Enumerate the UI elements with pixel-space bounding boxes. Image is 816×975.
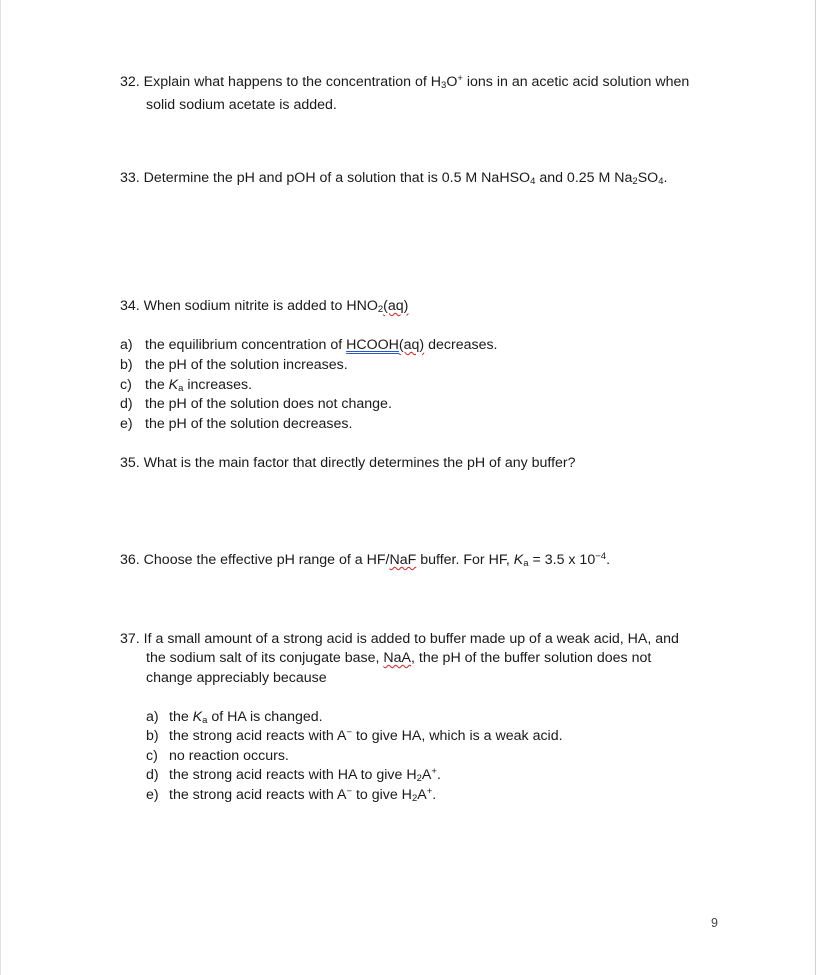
question-37-line-2: the sodium salt of its conjugate base, NaA, the pH of the buffer solution does not [146,650,652,666]
question-32-line-2: solid sodium acetate is added. [146,97,337,113]
question-34: 34. When sodium nitrite is added to $HNO_2(aq)$ [120,298,409,315]
question-36: 36. Choose the effective pH range of a HF/NaF buffer. For HF, $K_a = 3.5$ x $10^{-4}$. [120,551,611,569]
question-32-line-1: 32. Explain what happens to the concentration of $H_3O^+$ ions in an acetic acid solution when [120,73,690,91]
document-page: 32. Explain what happens to the concentration of $H_3O^+$ ions in an acetic acid solution when solid sodium acetate is added. 33. Determine the pH and pOH of a solution that is 0.5 M NaHSO$_4$ and 0.25 M $Na_2SO_4$. 34. When sodium nitrite is added to $HNO_2(aq)$ a) the equilibrium concentration of HCOOH(aq) decreases. b) the pH of the solution increases. c) the $K_a$ increases. d) the pH of the solution does not change. e) the pH of the solution decreases. 35. What is the main factor that directly determines the pH of any buffer? 36. Choose the effective pH range of a HF/NaF buffer. For HF, $K_a = 3.5$ x $10^{-4}$. 37. If a small amount of a strong acid is added to buffer made up of a weak acid, HA, and the sodium salt of its conjugate base, NaA, the pH of the buffer solution does not change appreciably because a) the $K_a$ of HA is changed. b) the strong acid reacts with A− to give HA, which is a weak acid. c) no reaction occurs. d) the strong acid reacts with HA to give $H_2A^+$. e) the strong acid reacts with A− to give $H_2A^+$. 9 [0,0,816,975]
question-37-line-3: change appreciably because [146,670,327,686]
question-33: 33. Determine the pH and pOH of a solution that is 0.5 M NaHSO$_4$ and 0.25 M $Na_2SO_4$. [120,170,668,187]
page-number: 9 [711,916,718,930]
question-37-line-1: 37. If a small amount of a strong acid is added to buffer made up of a weak acid, HA, and [120,631,679,647]
question-35: 35. What is the main factor that directly determines the pH of any buffer? [120,455,576,471]
